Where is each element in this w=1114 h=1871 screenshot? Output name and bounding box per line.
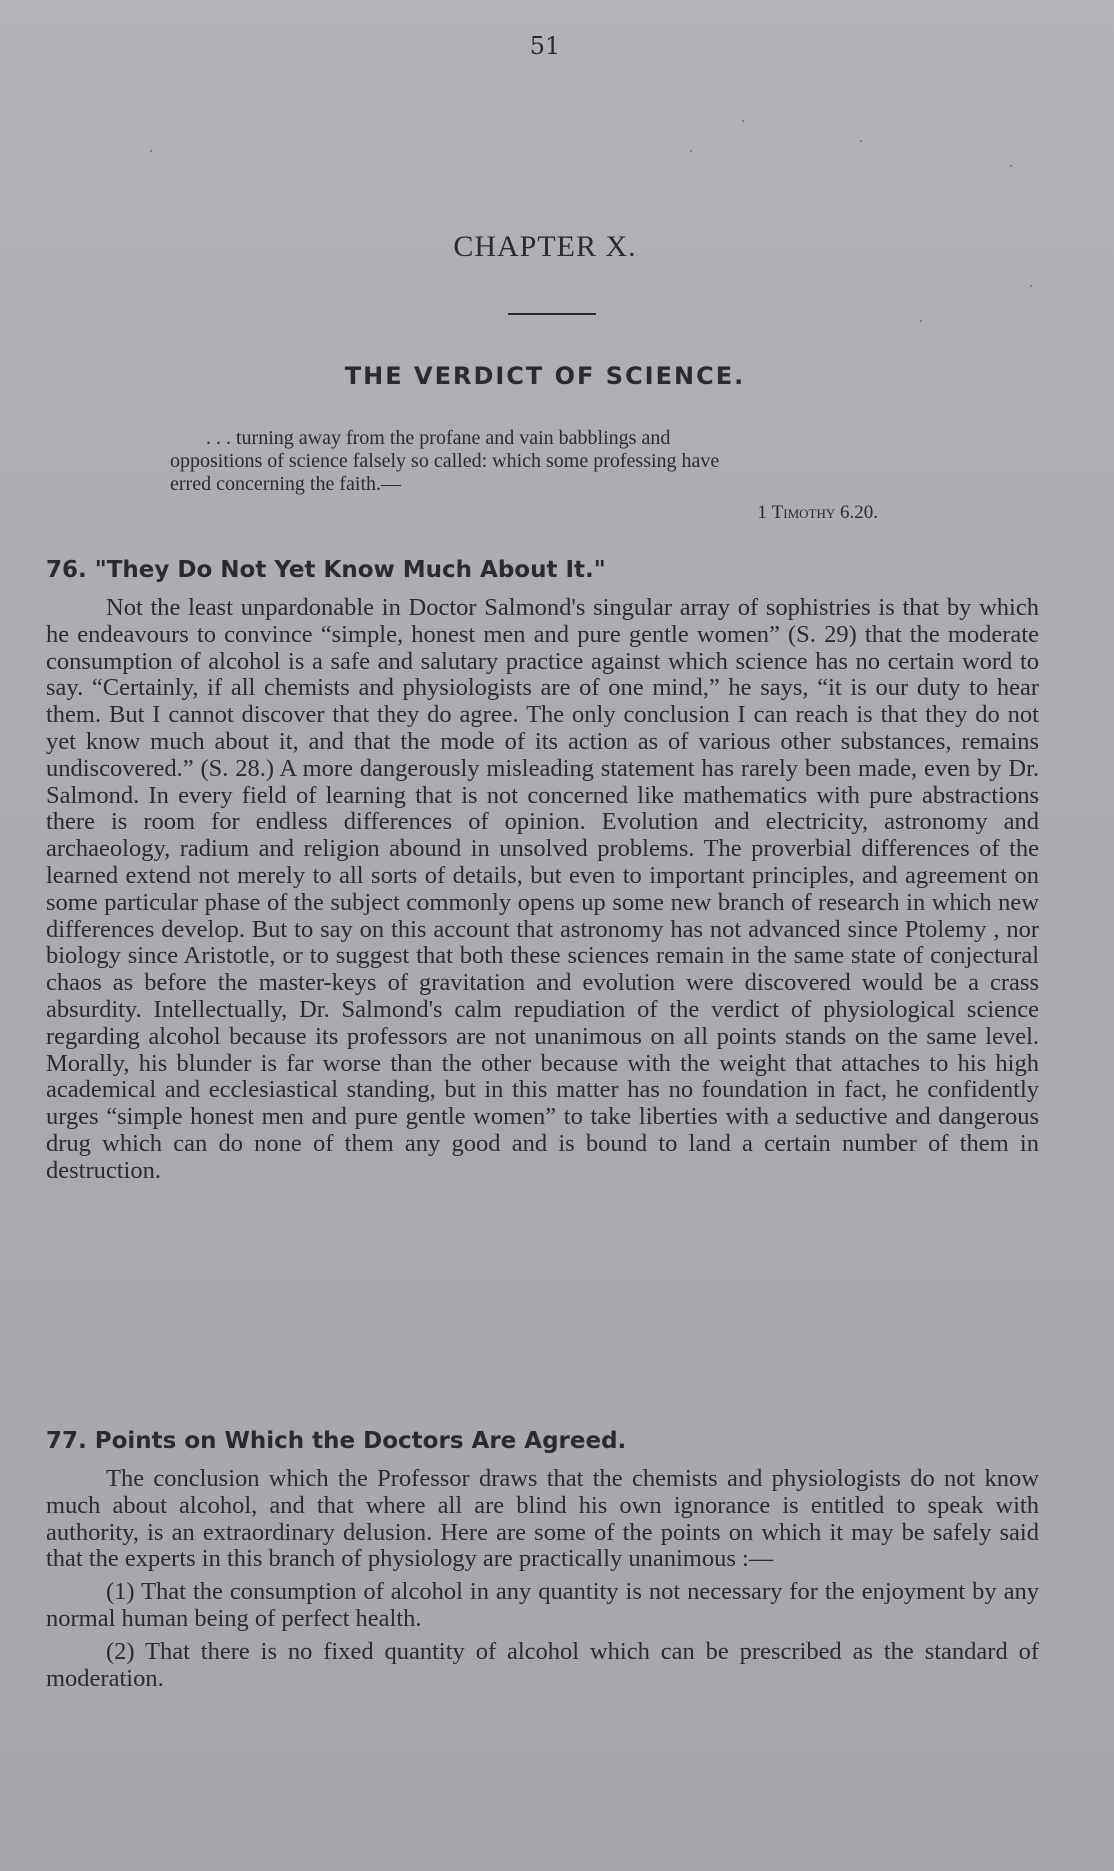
print-speck [1030,285,1032,287]
reference-verse: 6.20. [840,502,878,523]
epigraph-line: erred concerning the faith.— [170,473,402,495]
paragraph: Not the least unpardonable in Doctor Salmond's singular array of sophistries is that by which he endeavours to convince “simple, honest men and pure gentle women” (S. 29) that the moderate consumption of alcohol is a safe and salutary practice against which science has no certain word to say. “Certainly, if all chemists and physiologists are of one mind,” he says, “it is our duty to hear them. But I cannot discover that they do agree. The only conclusion I can reach is that they do not yet know much about it, and that the mode of its action as of various other substances, remains undiscovered.” (S. 28.) A more dangerously misleading statement has rarely been made, even by Dr. Salmond. In every field of learning that is not concerned like mathematics with pure abstractions there is room for endless differences of opinion. Evolution and electricity, astronomy and archaeology, radium and religion abound in unsolved problems. The proverbial differences of the learned extend not merely to all sorts of details, but even to important principles, and agreement on some particular phase of the subject commonly opens up some new branch of research in which new differences develop. But to say on this account that astronomy has not advanced since Ptolemy , nor biology since Aristotle, or to suggest that both these sciences remain in the same state of conjectural chaos as before the master-keys of gravitation and evolution were discovered would be a crass absurdity. Intellectually, Dr. Salmond's calm repudiation of the verdict of physiological science regarding alcohol because its professors are not unanimous on all points stands on the same level. Morally, his blunder is far worse than the other because with the weight that attaches to his high academical and ecclesiastical standing, but in this matter has no foundation in fact, he confidently urges “simple honest men and pure gentle women” to take liberties with a seductive and dangerous drug which can do none of them any good and is bound to land a certain number of them in destruction. [46,594,1039,1184]
print-speck [1010,165,1012,167]
print-speck [690,150,692,152]
print-speck [150,150,152,152]
paragraph: The conclusion which the Professor draws that the chemists and physiologists do not know much about alcohol, and that where all are blind his own ignorance is entitled to speak with authority, is an extraordinary delusion. Here are some of the points on which it may be safely said that the experts in this branch of physiology are practically unanimous :— [46,1465,1039,1573]
epigraph [170,427,920,496]
print-speck [860,140,862,142]
page-number: 51 [529,32,561,60]
reference-book: Timothy [771,502,836,523]
epigraph-line: oppositions of science falsely so called: which some professing have [170,450,720,472]
divider-rule [508,313,596,315]
section-76-body [46,595,1039,1185]
chapter-heading: CHAPTER X. [453,230,637,263]
section-76-heading: 76. "They Do Not Yet Know Much About It." [46,557,606,583]
print-speck [920,320,922,322]
paragraph: (2) That there is no fixed quantity of alcohol which can be prescribed as the standard of moderation. [46,1637,1039,1692]
epigraph-reference [500,502,878,524]
section-77-heading: 77. Points on Which the Doctors Are Agreed. [46,1428,627,1454]
epigraph-line: . . . turning away from the profane and vain babblings and [206,427,671,449]
paragraph: (1) That the consumption of alcohol in any quantity is not necessary for the enjoyment by any normal human being of perfect health. [46,1578,1039,1632]
chapter-title: THE VERDICT OF SCIENCE. [344,362,746,390]
print-speck [742,120,744,122]
reference-number: 1 [757,502,767,523]
section-77-body [46,1466,1039,1692]
